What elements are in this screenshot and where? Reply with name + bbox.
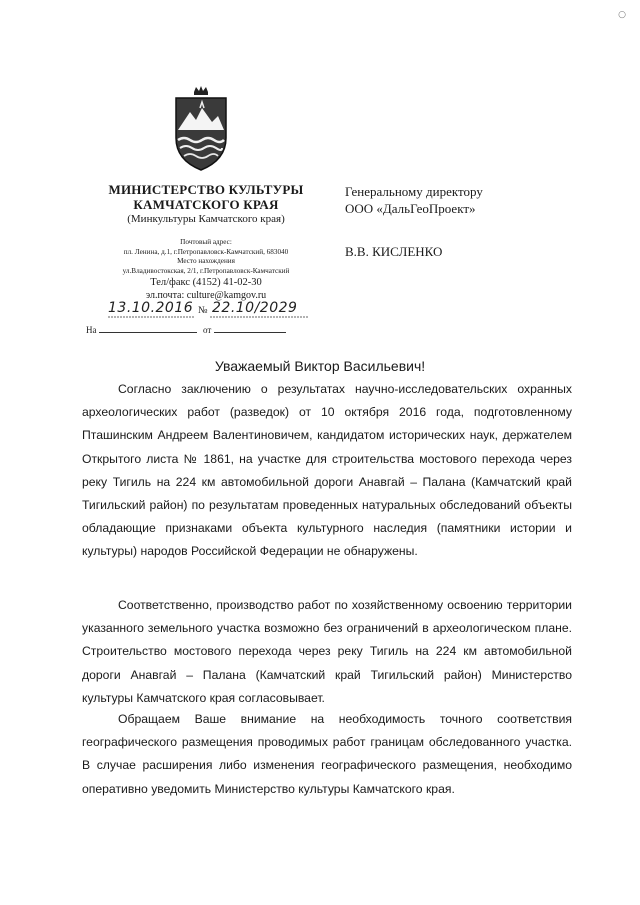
paragraph-2-text: Соответственно, производство работ по хозяйственному освоению территории указанного земельного участка возможно без ограничений в археологическом плане. Строительство мостового перехода через реку Тигиль на 224 км автомобильной дороги Анавгай – Палана (Камчатский край Тигильский район) Министерство культуры Камчатского края согласовывает. [82, 598, 572, 705]
ot-blank [214, 324, 286, 333]
registration-line [108, 300, 318, 320]
ministry-header [90, 182, 322, 226]
location-address: ул.Владивостокская, 2/1, г.Петропавловск-Камчатский [122, 266, 290, 275]
registration-number-mark: № [198, 305, 208, 316]
kamchatka-coat-of-arms-icon [172, 86, 230, 172]
phone-fax: Тел/факс (4152) 41-02-30 [150, 277, 262, 289]
postal-address-label: Почтовый адрес: [180, 238, 232, 246]
registration-underline [108, 316, 313, 320]
corner-mark-icon: ○ [618, 10, 626, 20]
recipient-position: Генеральному директору [345, 184, 483, 199]
na-label: На [86, 325, 97, 335]
registration-number: 22.10/2029 [212, 300, 298, 316]
ministry-title-line1: МИНИСТЕРСТВО КУЛЬТУРЫ [108, 182, 304, 197]
registration-date: 13.10.2016 [108, 300, 194, 316]
recipient-name: В.В. КИСЛЕНКО [345, 244, 443, 259]
paragraph-1-text: Согласно заключению о результатах научно-исследовательских охранных археологических работ (разведок) от 10 октября 2016 года, подготовленному Пташинским Андреем Валентиновичем, кандидатом исторических наук, держателем Открытого листа № 1861, на участке для строительства мостового перехода через реку Тигиль на 224 км автомобильной дороги Анавгай – Палана (Камчатский край Тигильский район) по результатам проведенных натуральных обследований объекты обладающие признаками объекта культурного наследия (памятники истории и культуры) народов Российской Федерации не обнаружены. [82, 382, 572, 559]
location-label: Место нахождения [177, 257, 235, 266]
ministry-title-line2: КАМЧАТСКОГО КРАЯ [133, 197, 279, 212]
recipient-block [345, 183, 483, 217]
paragraph-3-text: Обращаем Ваше внимание на необходимость точного соответствия географического размещения проводимых работ границам обследованного участка. В случае расширения либо изменения географического размещения, необходимо оперативно уведомить Министерство культуры Камчатского края. [82, 712, 572, 796]
letter-greeting: Уважаемый Виктор Васильевич! [214, 358, 426, 374]
ministry-short-name: (Минкультуры Камчатского края) [127, 213, 285, 225]
reference-line [86, 324, 296, 335]
letter-paragraph-3 [82, 708, 572, 801]
ot-label: от [203, 325, 212, 335]
letter-paragraph-1 [82, 378, 572, 564]
postal-address: пл. Ленина, д.1, г.Петропавловск-Камчатский, 683040 [123, 247, 289, 256]
letter-paragraph-2 [82, 594, 572, 710]
ministry-address-block [100, 238, 312, 302]
na-blank [99, 324, 197, 333]
email: эл.почта: culture@kamgov.ru [145, 290, 267, 302]
recipient-company: ООО «ДальГеоПроект» [345, 201, 476, 216]
